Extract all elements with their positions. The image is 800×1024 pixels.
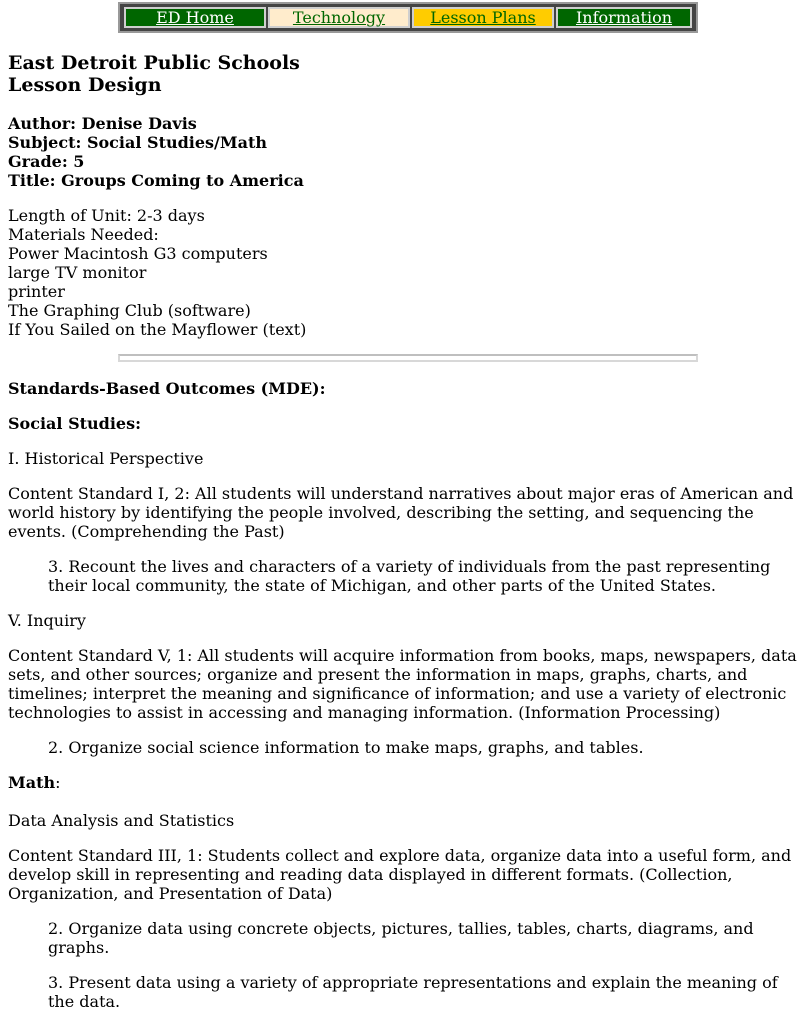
materials-heading: Materials Needed: — [8, 225, 159, 244]
material-item: large TV monitor — [8, 263, 147, 282]
social-studies-heading: Social Studies: — [8, 414, 141, 433]
lesson-title: Title: Groups Coming to America — [8, 171, 304, 190]
grade: Grade: 5 — [8, 152, 85, 171]
math-heading-row — [8, 773, 61, 792]
school-name: East Detroit Public Schools — [8, 52, 300, 74]
outcomes-heading: Standards-Based Outcomes (MDE): — [8, 379, 326, 398]
page-title: Lesson Design — [8, 74, 162, 96]
top-nav-bar — [118, 2, 698, 33]
material-item: If You Sailed on the Mayflower (text) — [8, 320, 307, 339]
math-heading: Math — [8, 773, 56, 792]
content-standard: Content Standard I, 2: All students will understand narratives about major eras of American and world history by identifying the people involved, describing the setting, and sequencing the events. (Comprehending the Past) — [8, 484, 794, 541]
nav-link-lesson-plans[interactable]: Lesson Plans — [412, 7, 554, 28]
benchmark: 2. Organize social science information to make maps, graphs, and tables. — [48, 738, 644, 757]
unit-length: Length of Unit: 2-3 days — [8, 206, 205, 225]
nav-link-technology[interactable]: Technology — [268, 7, 410, 28]
benchmark: 2. Organize data using concrete objects, pictures, tallies, tables, charts, diagrams, and graphs. — [48, 919, 754, 957]
content-standard: Content Standard V, 1: All students will acquire information from books, maps, newspapers, data sets, and other sources; organize and present the information in maps, graphs, charts, and timelines; interpret the meaning and significance of information; and use a variety of electronic technologies to assist in accessing and managing information. (Information Processing) — [8, 646, 797, 722]
benchmark: 3. Present data using a variety of appropriate representations and explain the meaning of the data. — [48, 973, 778, 1011]
section-heading: I. Historical Perspective — [8, 449, 204, 468]
content-standard: Content Standard III, 1: Students collect and explore data, organize data into a useful form, and develop skill in representing and reading data displayed in different formats. (Collection, Organization, and Presentation of Data) — [8, 846, 792, 903]
section-heading: V. Inquiry — [8, 611, 86, 630]
math-heading-colon: : — [55, 773, 61, 792]
nav-link-ed-home[interactable]: ED Home — [124, 7, 266, 28]
material-item: The Graphing Club (software) — [8, 301, 251, 320]
nav-link-information[interactable]: Information — [556, 7, 692, 28]
author: Author: Denise Davis — [8, 114, 197, 133]
benchmark: 3. Recount the lives and characters of a variety of individuals from the past representing their local community, the state of Michigan, and other parts of the United States. — [48, 557, 771, 595]
material-item: printer — [8, 282, 65, 301]
material-item: Power Macintosh G3 computers — [8, 244, 268, 263]
section-heading: Data Analysis and Statistics — [8, 811, 235, 830]
subject: Subject: Social Studies/Math — [8, 133, 267, 152]
horizontal-divider — [118, 354, 698, 362]
